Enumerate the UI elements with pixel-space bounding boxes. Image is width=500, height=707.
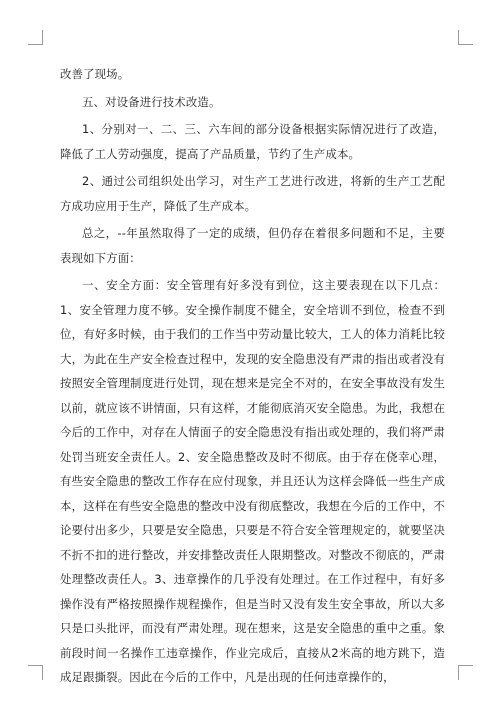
paragraph-item-1: 1、分别对一、二、三、六车间的部分设备根据实际情况进行了改造，降低了工人劳动强度，提高了产品质量，节约了生产成本。: [60, 122, 445, 161]
paragraph-item-2: 2、通过公司组织处出学习，对生产工艺进行改进，将新的生产工艺配方成功应用于生产，降低了生产成本。: [60, 174, 445, 213]
crop-mark-bottom-left: [28, 665, 43, 680]
document-body: [60, 62, 445, 690]
paragraph-continuation: 改善了现场。: [60, 67, 130, 81]
crop-mark-bottom-right: [458, 665, 473, 680]
paragraph-safety: 一、安全方面：安全管理有好多没有到位，这主要表现在以下几点：1、安全管理力度不够。安全操作制度不健全，安全培训不到位，检查不到位，有好多时候，由于我们的工作当中劳动量比较大，工人的体力消耗比较大，为此在生产安全检查过程中，发现的安全隐患没有严肃的指出或者没有按照安全管理制度进行处罚，现在想来是完全不对的，在安全事故没有发生以前，就应该不讲情面，只有这样，才能彻底消灭安全隐患。为此，我想在今后的工作中，对存在人情面子的安全隐患没有指出或处理的，我们将严肃处罚当班安全责任人。2、安全隐患整改及时不彻底。由于存在侥幸心理，有些安全隐患的整改工作存在应付现象，并且还认为这样会降低一些生产成本，这样在有些安全隐患的整改中没有彻底整改，我想在今后的工作中，不论要付出多少，只要是安全隐患，只要是不符合安全管理规定的，就要坚决不折不扣的进行整改，并安排整改责任人限期整改。对整改不彻底的，严肃处理整改责任人。3、违章操作的几乎没有处理过。在工作过程中，有好多操作没有严格按照操作规程操作，但是当时又没有发生安全事故，所以大多只是口头批评，而没有严肃处理。现在想来，这是安全隐患的重中之重。象前段时间一名操作工违章操作，作业完成后，直接从2米高的地方跳下，造成足跟撕裂。因此在今后的工作中，凡是出现的任何违章操作的，: [60, 278, 445, 684]
paragraph-section-heading: 五、对设备进行技术改造。: [82, 94, 221, 109]
crop-mark-top-left: [28, 30, 43, 45]
paragraph-summary: 总之，--年虽然取得了一定的成绩，但仍存在着很多问题和不足，主要表现如下方面：: [60, 226, 445, 265]
crop-mark-top-right: [458, 30, 473, 45]
